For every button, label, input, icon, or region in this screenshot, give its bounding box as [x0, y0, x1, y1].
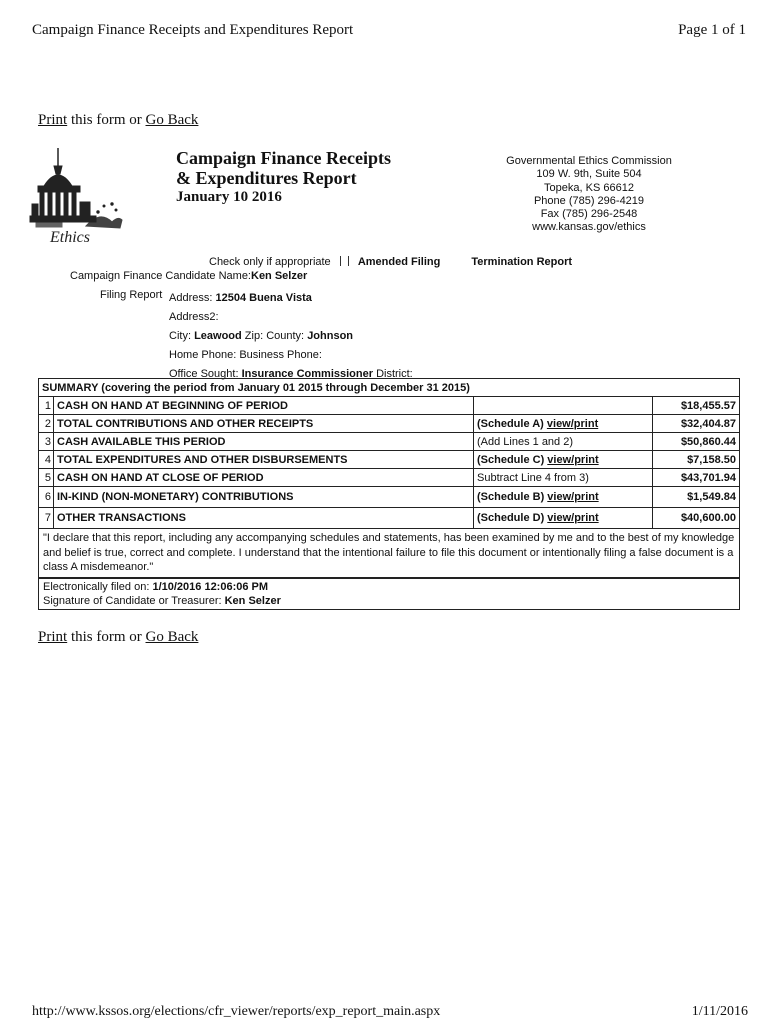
- summary-line-number: 1: [39, 397, 54, 415]
- report-title-line2: & Expenditures Report: [176, 168, 357, 188]
- view-print-link[interactable]: view/print: [546, 417, 599, 430]
- check-row: [209, 256, 572, 268]
- summary-description: TOTAL CONTRIBUTIONS AND OTHER RECEIPTS: [54, 415, 474, 433]
- summary-amount: $32,404.87: [653, 415, 740, 433]
- agency-fax: Fax (785) 296-2548: [540, 208, 638, 221]
- address2-row: [169, 308, 413, 327]
- page-header-title: Campaign Finance Receipts and Expenditures Report: [32, 22, 354, 38]
- summary-amount: $18,455.57: [653, 397, 740, 415]
- print-link-bottom[interactable]: Print: [38, 629, 68, 645]
- summary-line-number: 6: [39, 487, 54, 508]
- summary-schedule: [474, 487, 653, 508]
- agency-website: www.kansas.gov/ethics: [532, 221, 646, 234]
- summary-heading: SUMMARY (covering the period from January 01 2015 through December 31 2015): [39, 379, 740, 397]
- city-row: [169, 327, 413, 346]
- go-back-link[interactable]: Go Back: [145, 112, 199, 128]
- schedule-label: Subtract Line 4 from 3): [477, 471, 589, 484]
- top-nav: [38, 112, 198, 129]
- summary-schedule: [474, 451, 653, 469]
- summary-amount: $50,860.44: [653, 433, 740, 451]
- summary-amount: $40,600.00: [653, 508, 740, 529]
- signature-row: [43, 594, 735, 608]
- check-label: Check only if appropriate: [209, 256, 331, 268]
- summary-heading-row: [39, 379, 740, 397]
- report-date: January 10 2016: [176, 189, 282, 205]
- zip-label: Zip:: [244, 330, 264, 342]
- print-link[interactable]: Print: [38, 112, 68, 128]
- summary-line-number: 7: [39, 508, 54, 529]
- summary-row: [39, 508, 740, 529]
- filing-info: [38, 578, 740, 610]
- page-number: Page 1 of 1: [678, 22, 746, 38]
- footer-url: http://www.kssos.org/elections/cfr_viewer/reports/exp_report_main.aspx: [32, 1004, 441, 1019]
- summary-schedule: [474, 397, 653, 415]
- summary-table: [38, 378, 740, 529]
- filing-report-label: Filing Report: [100, 289, 163, 301]
- summary-line-number: 2: [39, 415, 54, 433]
- agency-address1: 109 W. 9th, Suite 504: [536, 168, 642, 181]
- address2-label: Address2:: [169, 311, 219, 323]
- declaration-text: "I declare that this report, including any accompanying schedules and statements, has been examined by me and to the best of my knowledge and belief is true, correct and complete. I understand that the intentional failure to file this document or intentionally filing a false document is a class A misdemeanor.": [38, 529, 740, 578]
- candidate-name: Ken Selzer: [251, 270, 308, 282]
- summary-schedule: [474, 469, 653, 487]
- summary-row: [39, 487, 740, 508]
- summary-line-number: 4: [39, 451, 54, 469]
- schedule-label: (Schedule C): [477, 453, 548, 466]
- schedule-label: (Schedule B): [477, 491, 548, 503]
- district-label: District:: [376, 368, 413, 380]
- county-label: County:: [266, 330, 305, 342]
- schedule-label: (Schedule D): [477, 512, 548, 524]
- agency-phone: Phone (785) 296-4219: [533, 194, 645, 207]
- filed-label: Electronically filed on:: [43, 581, 150, 593]
- summary-schedule: [474, 433, 653, 451]
- summary-description: CASH AVAILABLE THIS PERIOD: [54, 433, 474, 451]
- amended-checkbox[interactable]: [340, 256, 349, 266]
- amended-filing-label: Amended Filing: [357, 256, 441, 268]
- office-label: Office Sought:: [169, 368, 239, 380]
- home-phone-label: Home Phone:: [169, 349, 237, 361]
- summary-line-number: 5: [39, 469, 54, 487]
- summary-row: [39, 469, 740, 487]
- summary-description: OTHER TRANSACTIONS: [54, 508, 474, 529]
- summary-schedule: [474, 508, 653, 529]
- summary-description: CASH ON HAND AT BEGINNING OF PERIOD: [54, 397, 474, 415]
- agency-address2: Topeka, KS 66612: [544, 181, 634, 194]
- schedule-label: (Schedule A): [477, 417, 547, 430]
- go-back-link-bottom[interactable]: Go Back: [145, 629, 199, 645]
- summary-schedule: [474, 415, 653, 433]
- city-label: City:: [169, 330, 191, 342]
- signature-label: Signature of Candidate or Treasurer:: [43, 595, 222, 607]
- summary-amount: $43,701.94: [653, 469, 740, 487]
- report-title-line1: Campaign Finance Receipts: [176, 148, 391, 168]
- address-row: [169, 289, 413, 308]
- summary-row: [39, 433, 740, 451]
- city-value: Leawood: [194, 330, 242, 342]
- nav-text-bottom: this form or: [67, 629, 146, 645]
- phone-row: [169, 346, 413, 365]
- bottom-nav: [38, 629, 198, 646]
- summary-description: IN-KIND (NON-MONETARY) CONTRIBUTIONS: [54, 487, 474, 508]
- summary-description: TOTAL EXPENDITURES AND OTHER DISBURSEMENTS: [54, 451, 474, 469]
- candidate-name-row: [70, 270, 307, 282]
- summary-description: CASH ON HAND AT CLOSE OF PERIOD: [54, 469, 474, 487]
- business-phone-label: Business Phone:: [239, 349, 322, 361]
- kansas-ethics-seal-icon: [28, 146, 124, 246]
- summary-amount: $1,549.84: [653, 487, 740, 508]
- county-value: Johnson: [307, 330, 354, 342]
- address-label: Address:: [169, 292, 213, 304]
- view-print-link[interactable]: view/print: [547, 512, 599, 524]
- view-print-link[interactable]: view/print: [547, 491, 599, 503]
- signature-value: Ken Selzer: [224, 595, 281, 607]
- candidate-name-label: Campaign Finance Candidate Name:: [70, 270, 251, 282]
- summary-line-number: 3: [39, 433, 54, 451]
- filed-value: 1/10/2016 12:06:06 PM: [152, 581, 269, 593]
- agency-name: Governmental Ethics Commission: [506, 155, 672, 167]
- nav-text: this form or: [67, 112, 146, 128]
- summary-row: [39, 415, 740, 433]
- agency-info: [474, 155, 704, 235]
- address-value: 12504 Buena Vista: [215, 292, 312, 304]
- summary-row: [39, 397, 740, 415]
- termination-report-label: Termination Report: [471, 256, 573, 268]
- view-print-link[interactable]: view/print: [547, 453, 599, 466]
- seal-text: Ethics: [50, 229, 90, 246]
- office-value: Insurance Commissioner: [241, 368, 374, 380]
- schedule-label: (Add Lines 1 and 2): [477, 435, 574, 448]
- footer-date: 1/11/2016: [691, 1004, 748, 1019]
- candidate-details: [169, 289, 413, 384]
- summary-row: [39, 451, 740, 469]
- filed-row: [43, 580, 735, 594]
- summary-amount: $7,158.50: [653, 451, 740, 469]
